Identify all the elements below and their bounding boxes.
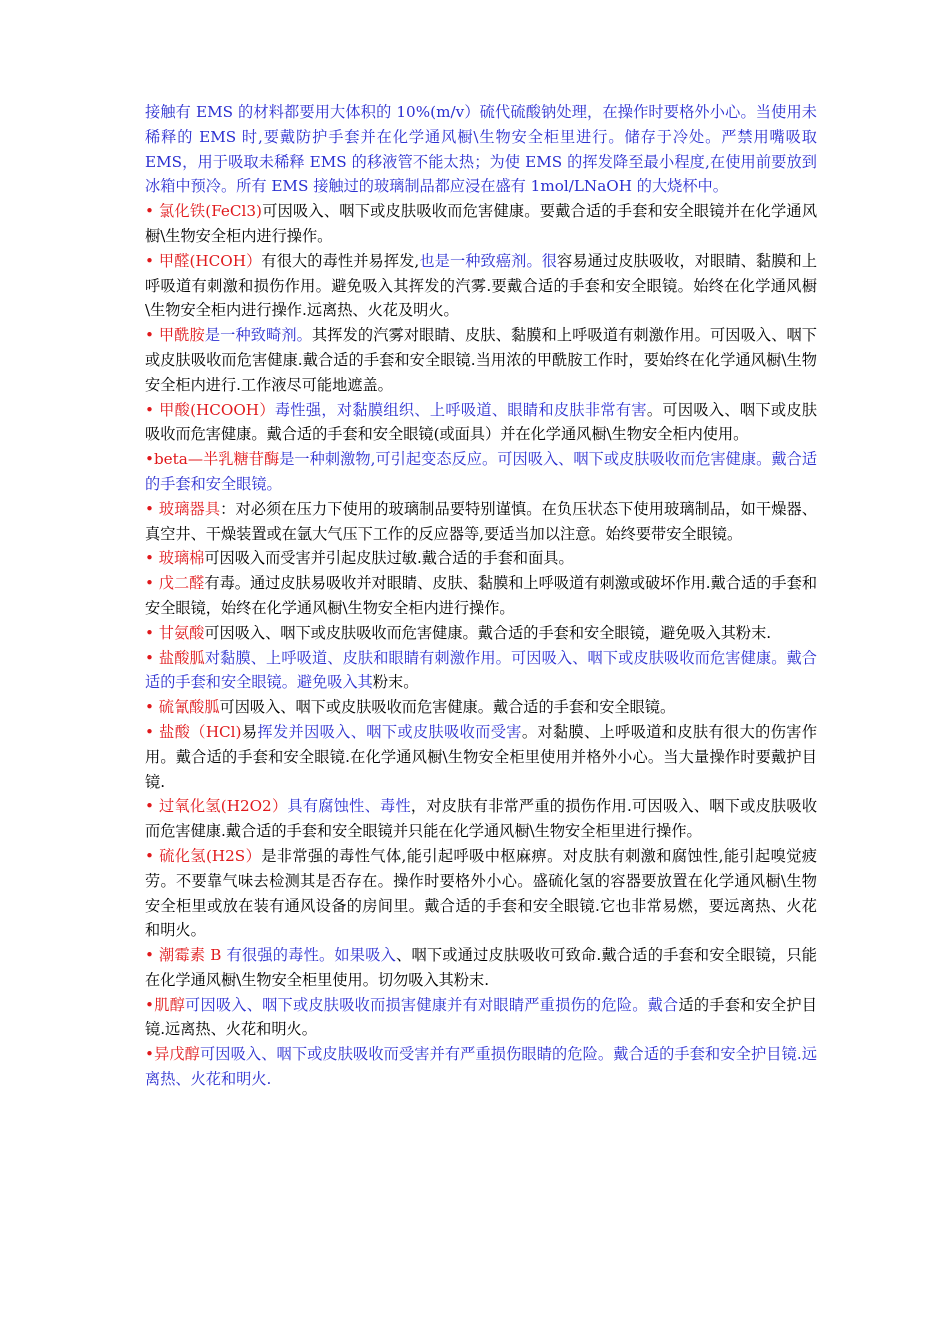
paragraph-text: 毒性强，对黏膜组织、上呼吸道、眼睛和皮肤非常有害 — [274, 400, 647, 419]
paragraph-text: 接触有 EMS 的材料都要用大体积的 10%(m/v）硫代硫酸钠处理，在操作时要格外小心。当使用未稀释的 EMS 时,要戴防护手套并在化学通风橱\生物安全柜里进行。储存于冷处。严禁用嘴吸取 EMS，用于吸取未稀释 EMS 的移液管不能太热；为使 EMS 的挥发降至最小程度,在使用前要放到冰箱中预冷。所有 EMS 接触过的玻璃制品都应浸在盛有 1mol/LNaOH 的大烧杯中。 — [145, 103, 817, 196]
paragraph-text: 具有腐蚀性、毒性 — [287, 797, 411, 816]
hazard-entry — [145, 398, 817, 448]
paragraph-text: 。可因吸入、咽下或皮肤吸收而危害健康。戴合适的手套和安全眼镜(或面具）并在化学通风橱\生物安全柜内使用。 — [145, 400, 818, 444]
hazard-name: • 盐酸胍 — [145, 648, 205, 667]
paragraph-text: 可因吸入而受害并引起皮肤过敏.戴合适的手套和面具。 — [204, 549, 574, 568]
paragraph-text: 可因吸入、咽下或皮肤吸收而危害健康。要戴合适的手套和安全眼镜并在化学通风橱\生物安全柜内进行操作。 — [145, 202, 818, 245]
paragraph-text: 适的手套和安全护目镜.远离热、火花和明火。 — [145, 995, 817, 1039]
hazard-name: • 甲醛(HCOH） — [145, 251, 262, 270]
paragraph-text: 、咽下或通过皮肤吸收可致命.戴合适的手套和安全眼镜，只能在化学通风橱\生物安全柜里使用。切勿吸入其粉末. — [145, 946, 817, 989]
paragraph-text: 可因吸入、咽下或皮肤吸收而危害健康。戴合适的手套和安全眼镜，避免吸入其粉末. — [204, 623, 772, 642]
hazard-entry — [145, 621, 817, 646]
hazard-name: • 甘氨酸 — [145, 623, 205, 642]
hazard-name: •beta—半乳糖苷酶 — [145, 450, 280, 469]
hazard-entry — [145, 695, 817, 720]
intro-paragraph — [145, 100, 817, 199]
hazard-entry — [145, 844, 817, 943]
hazard-entry — [145, 794, 817, 844]
paragraph-text: 。对黏膜、上呼吸道和皮肤有很大的伤害作用。戴合适的手套和安全眼镜.在化学通风橱\生物安全柜里使用并格外小心。当大量操作时要戴护目镜. — [145, 722, 818, 791]
hazard-name: • 玻璃器具 — [145, 499, 221, 518]
hazard-name: •肌醇 — [145, 995, 186, 1014]
paragraph-text: 对黏膜、上呼吸道、皮肤和眼睛有刺激作用。可因吸入、咽下或皮肤吸收而危害健康。戴合适的手套和安全眼镜。避免吸入其 — [145, 648, 817, 692]
paragraph-text: 也是一种致癌剂。很 — [419, 251, 558, 270]
hazard-name: • 戊二醛 — [145, 574, 205, 593]
paragraph-text: ：对必须在压力下使用的玻璃制品要特别谨慎。在负压状态下使用玻璃制品，如干燥器、真空井、干燥装置或在氩大气压下工作的反应器等,要适当加以注意。始终要带安全眼镜。 — [145, 499, 817, 543]
hazard-entry — [145, 993, 817, 1043]
hazard-entry — [145, 720, 817, 794]
paragraph-text: 是非常强的毒性气体,能引起呼吸中枢麻痹。对皮肤有刺激和腐蚀性,能引起嗅觉疲劳。不要靠气味去检测其是否存在。操作时要格外小心。盛硫化氢的容器要放置在化学通风橱\生物安全柜里或放在装有通风设备的房间里。戴合适的手套和安全眼镜.它也非常易燃，要远离热、火花和明火。 — [145, 846, 817, 940]
paragraph-text: 是一种刺激物,可引起变态反应。可因吸入、咽下或皮肤吸收而危害健康。戴合适的手套和安全眼镜。 — [145, 450, 818, 493]
hazard-name: • 潮霉素 B — [145, 946, 227, 965]
paragraph-text: 挥发并因吸入、咽下或皮肤吸收而受害 — [257, 722, 522, 741]
paragraph-text: 其挥发的汽雾对眼睛、皮肤、黏膜和上呼吸道有刺激作用。可因吸入、咽下或皮肤吸收而危害健康.戴合适的手套和安全眼镜.当用浓的甲酰胺工作时，要始终在化学通风橱\生物安全柜内进行.工作液尽可能地遮盖。 — [145, 326, 817, 394]
paragraph-text: 易 — [241, 722, 258, 741]
paragraph-text: 可因吸入、咽下或皮肤吸收而损害健康并有对眼睛严重损伤的危险。戴合 — [185, 995, 679, 1014]
hazard-name: • 硫氰酸胍 — [145, 698, 220, 717]
paragraph-text: 有很强的毒性。如果吸入 — [226, 946, 397, 965]
paragraph-text: 可因吸入、咽下或皮肤吸收而受害并有严重损伤眼睛的危险。戴合适的手套和安全护目镜.远离热、火花和明火. — [145, 1045, 818, 1089]
hazard-entry — [145, 943, 817, 993]
hazard-entry — [145, 323, 817, 397]
document-page — [145, 100, 817, 1092]
hazard-entry — [145, 447, 817, 497]
hazard-entry — [145, 546, 817, 571]
hazard-name: • 过氧化氢(H2O2） — [145, 797, 288, 816]
paragraph-text: 粉末。 — [372, 673, 419, 692]
hazard-name: • 甲酸(HCOOH） — [145, 400, 275, 419]
hazard-name: • 盐酸（HCl) — [145, 722, 242, 741]
hazard-name: • 硫化氢(H2S） — [145, 846, 262, 865]
paragraph-text: 有毒。通过皮肤易吸收并对眼睛、皮肤、黏膜和上呼吸道有刺激或破坏作用.戴合适的手套和安全眼镜，始终在化学通风橱\生物安全柜内进行操作。 — [145, 574, 818, 617]
hazard-entry — [145, 646, 817, 696]
hazard-name: • 玻璃棉 — [145, 549, 205, 568]
hazard-name: • 甲酰胺 — [145, 326, 205, 345]
paragraph-text: 可因吸入、咽下或皮肤吸收而危害健康。戴合适的手套和安全眼镜。 — [219, 698, 676, 717]
hazard-entry — [145, 199, 817, 249]
paragraph-text: 容易通过皮肤吸收，对眼睛、黏膜和上呼吸道有刺激和损伤作用。避免吸入其挥发的汽雾.要戴合适的手套和安全眼镜。始终在化学通风橱\生物安全柜内进行操作.远离热、火花及明火。 — [145, 251, 818, 320]
paragraph-text: 是一种致畸剂。 — [204, 326, 312, 345]
paragraph-text: 有很大的毒性并易挥发, — [261, 251, 420, 270]
hazard-entry — [145, 571, 817, 621]
hazard-name: •异戊醇 — [145, 1045, 200, 1064]
hazard-name: • 氯化铁(FeCl3) — [145, 202, 262, 221]
hazard-entry — [145, 1042, 817, 1092]
hazard-entry — [145, 249, 817, 323]
hazard-entry — [145, 497, 817, 547]
paragraph-text: ，对皮肤有非常严重的损伤作用.可因吸入、咽下或皮肤吸收而危害健康.戴合适的手套和安全眼镜并只能在化学通风橱\生物安全柜里进行操作。 — [145, 797, 818, 841]
